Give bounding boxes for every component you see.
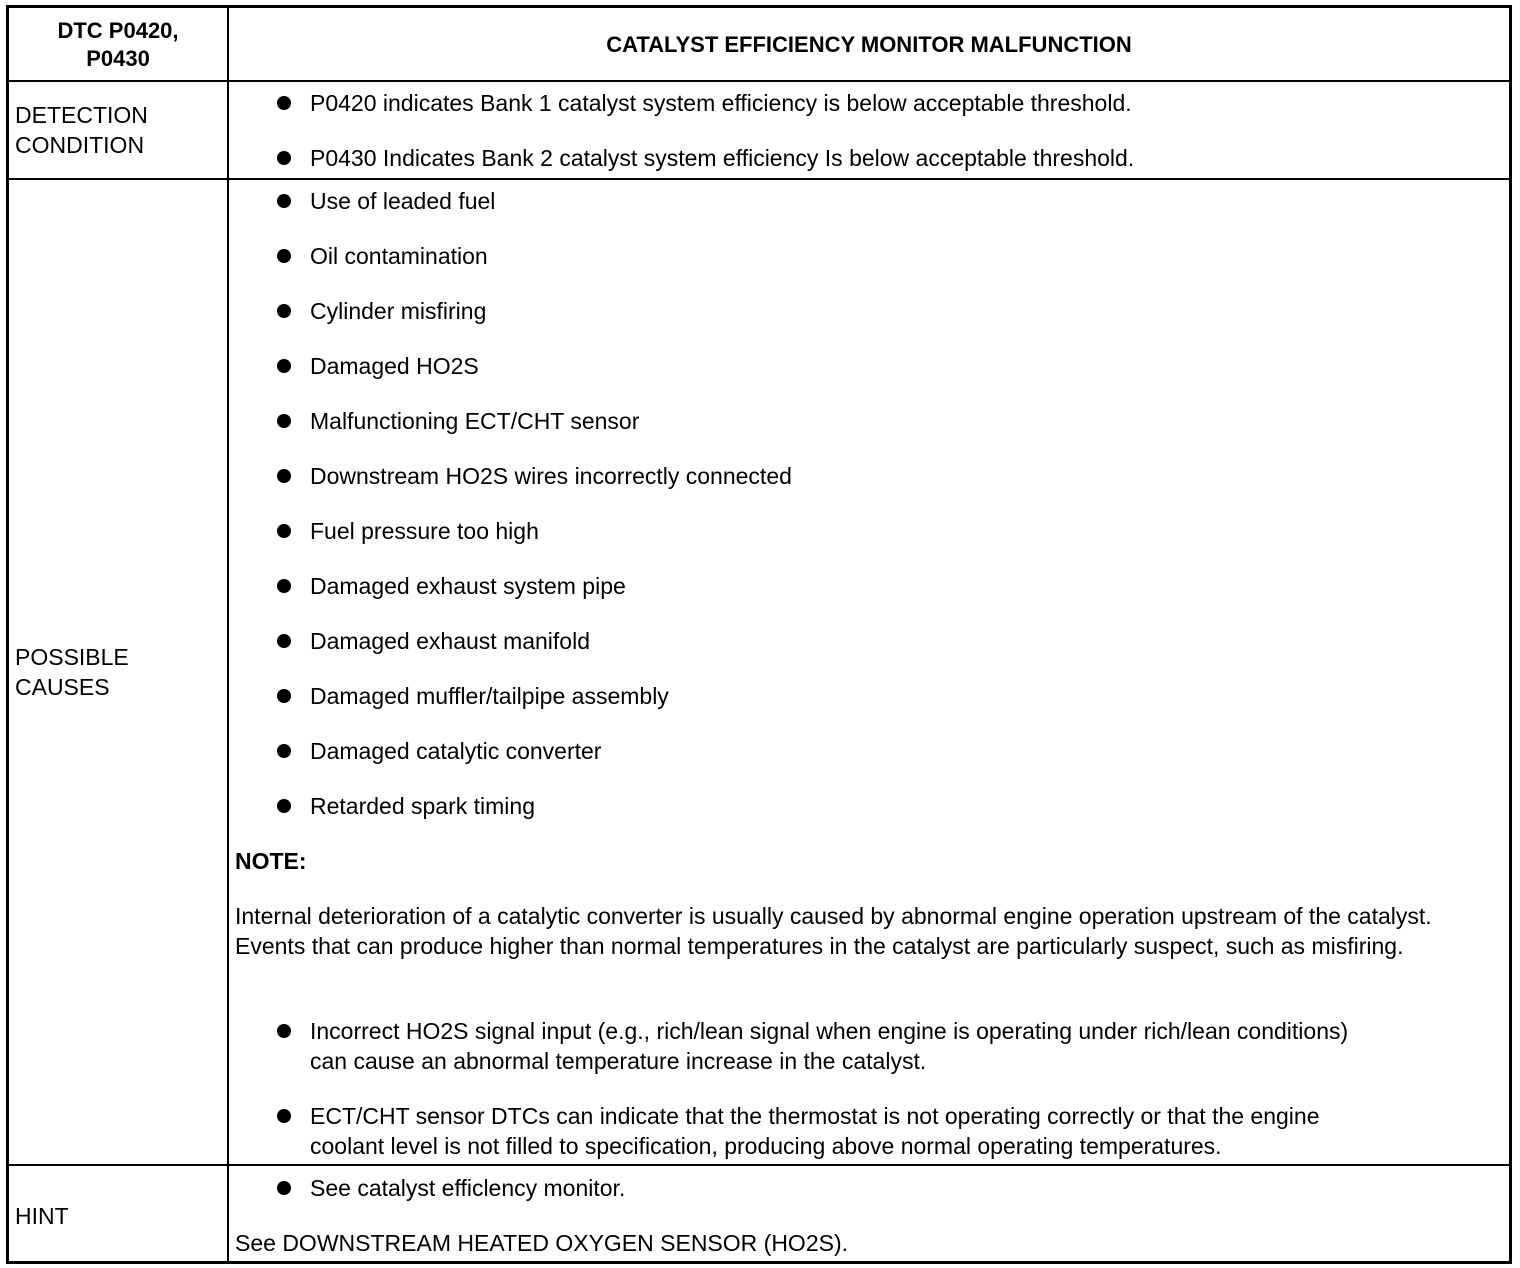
cause-item: Damaged catalytic converter: [310, 738, 602, 764]
cause-item: Malfunctioning ECT/CHT sensor: [310, 408, 640, 434]
note-item: Incorrect HO2S signal input (e.g., rich/lean signal when engine is operating under rich/lean conditions) can cause an abnormal temperature increase in the catalyst.: [310, 1018, 1349, 1074]
row-divider: [9, 178, 1509, 180]
cause-item: Damaged HO2S: [310, 353, 479, 379]
row-divider: [9, 1164, 1509, 1166]
note-paragraph: Internal deterioration of a catalytic converter is usually caused by abnormal engine operation upstream of the catalyst. Events that can produce higher than normal temperatures in the catalyst are particularly suspect, such as misfiring.: [235, 903, 1432, 959]
table-title-header: [229, 8, 1509, 81]
cause-item: Cylinder misfiring: [310, 298, 487, 324]
cause-item: Use of leaded fuel: [310, 188, 496, 214]
detection-condition-label: DETECTION CONDITION: [15, 102, 148, 158]
cause-item: Damaged exhaust manifold: [310, 628, 590, 654]
bullet-icon: [277, 359, 291, 373]
dtc-table: [6, 5, 1512, 1264]
table-title: CATALYST EFFICIENCY MONITOR MALFUNCTION: [606, 31, 1132, 57]
hint-label: HINT: [15, 1203, 69, 1229]
bullet-icon: [277, 249, 291, 263]
detection-item: P0420 indicates Bank 1 catalyst system efficiency is below acceptable threshold.: [310, 90, 1132, 116]
bullet-icon: [277, 689, 291, 703]
hint-item: See catalyst efficlency monitor.: [310, 1175, 626, 1201]
bullet-icon: [277, 151, 291, 165]
detection-item: P0430 Indicates Bank 2 catalyst system efficiency Is below acceptable threshold.: [310, 145, 1135, 171]
bullet-icon: [277, 1109, 291, 1123]
bullet-icon: [277, 799, 291, 813]
cause-item: Damaged muffler/tailpipe assembly: [310, 683, 669, 709]
bullet-icon: [277, 96, 291, 110]
bullet-icon: [277, 744, 291, 758]
bullet-icon: [277, 304, 291, 318]
cause-item: Oil contamination: [310, 243, 488, 269]
note-heading: NOTE:: [235, 848, 307, 874]
bullet-icon: [277, 524, 291, 538]
bullet-icon: [277, 414, 291, 428]
bullet-icon: [277, 634, 291, 648]
note-item: ECT/CHT sensor DTCs can indicate that the thermostat is not operating correctly or that the engine coolant level is not filled to specification, producing above normal operating temperatures.: [310, 1103, 1320, 1159]
bullet-icon: [277, 579, 291, 593]
bullet-icon: [277, 1024, 291, 1038]
bullet-icon: [277, 194, 291, 208]
cause-item: Downstream HO2S wires incorrectly connected: [310, 463, 792, 489]
possible-causes-label: POSSIBLE CAUSES: [15, 644, 129, 700]
dtc-code: DTC P0420, P0430: [57, 17, 179, 71]
dtc-code-header: [9, 8, 227, 81]
column-divider: [227, 8, 229, 1261]
cause-item: Fuel pressure too high: [310, 518, 539, 544]
cause-item: Damaged exhaust system pipe: [310, 573, 626, 599]
hint-reference: See DOWNSTREAM HEATED OXYGEN SENSOR (HO2S).: [235, 1230, 849, 1256]
bullet-icon: [277, 469, 291, 483]
bullet-icon: [277, 1181, 291, 1195]
cause-item: Retarded spark timing: [310, 793, 535, 819]
